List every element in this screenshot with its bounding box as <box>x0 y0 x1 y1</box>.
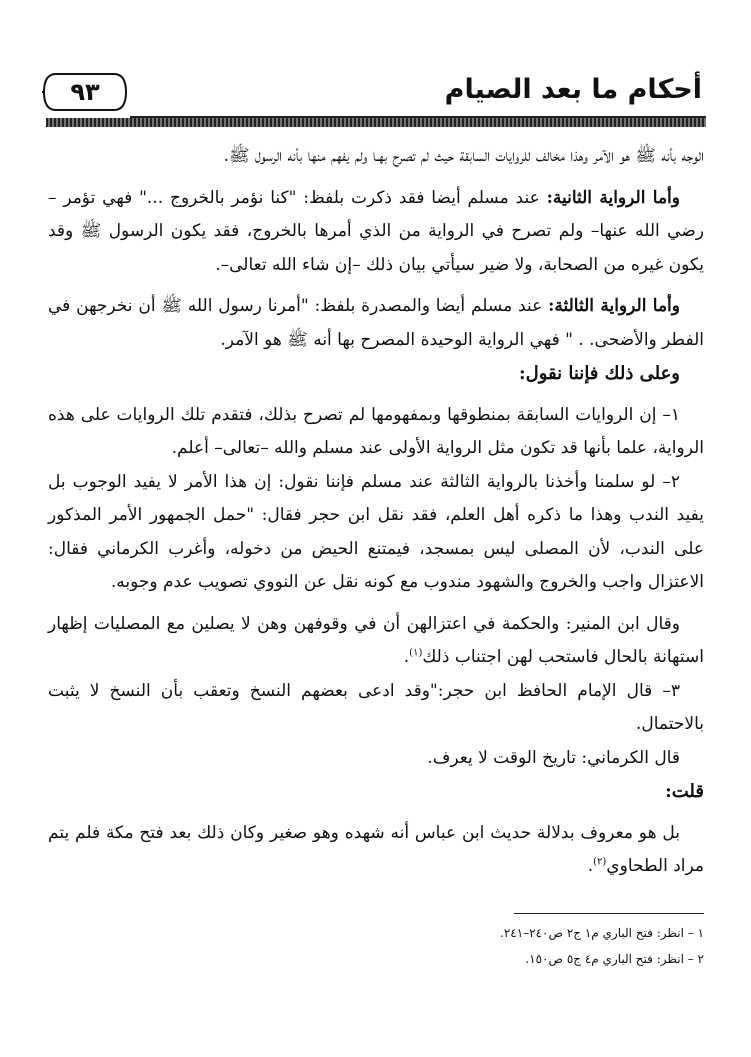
page-header <box>30 68 702 120</box>
paragraph-2-lead: وأما الرواية الثانية: <box>546 187 680 208</box>
page-number: ٩٣ <box>70 78 100 106</box>
header-rule <box>46 118 706 127</box>
footnote-separator <box>514 913 704 914</box>
list-item-3: ٣– قال الإمام الحافظ ابن حجر:"وقد ادعى بعضهم النسخ وتعقب بأن النسخ لا يثبت بالاحتمال. <box>48 680 704 734</box>
running-title: أحكام ما بعد الصيام <box>444 74 702 105</box>
list-item-2: ٢– لو سلمنا وأخذنا بالرواية الثالثة عند مسلم فإننا نقول: إن هذا الأمر لا يفيد الوجوب بل يفيد الندب وهذا ما ذكره أهل العلم، فقد نقل ابن حجر فقال: "حمل الجمهور الأمر المذكور على الندب، لأن المصلى ليس بمسجد، فيمتنع الحيض من دخوله، وأغرب الكرماني فقال: الاعتزال واجب والخروج والشهود مندوب مع كونه نقل عن النووي تصويب عدم وجوبه. <box>48 471 704 592</box>
paragraph-6-text: بل هو معروف بدلالة حديث ابن عباس أنه شهده وهو صغير وكان ذلك بعد فتح مكة فلم يتم مراد الطحاوي <box>48 822 704 876</box>
footnote-2: ٢ – انظر: فتح الباري م٤ ج٥ ص١٥٠. <box>525 952 704 966</box>
section-heading: وعلى ذلك فإننا نقول: <box>518 363 680 384</box>
paragraph-1: الوجه بأنه ﷺ هو الآمر وهذا مخالف للروايات السابقة حيث لم تصرح بهـا ولم يفهم منها بأنه الرسول ﷺ. <box>223 146 704 166</box>
footnote-ref-1: (١) <box>409 647 423 659</box>
paragraph-6 <box>48 817 704 884</box>
footnotes <box>48 920 704 972</box>
body-text <box>48 140 704 884</box>
paragraph-4-text: وقال ابن المنير: والحكمة في اعتزالهن أن في وقوفهن وهن لا يصلين مع المصليات إظهار استهانة بالحال فاستحب لهن اجتناب ذلك <box>48 613 704 667</box>
footnote-ref-2: (٢) <box>593 856 607 868</box>
paragraph-4-end: . <box>403 647 410 667</box>
paragraph-2-text: عند مسلم أيضا فقد ذكرت بلفظ: "كنا نؤمر بالخروج ..." فهي تؤمر – رضي الله عنها– ولم تصرح في الرواية من الذي أمرها بالخروج، فقد يكون الرسول ﷺ وقد يكون غيره من الصحابة، ولا ضير سيأتي بيان ذلك –إن شاء الله تعالى–. <box>48 187 704 275</box>
paragraph-5: قال الكرماني: تاريخ الوقت لا يعرف. <box>427 747 680 768</box>
paragraph-4 <box>48 608 704 675</box>
paragraph-2 <box>48 182 704 283</box>
qultu-heading: قلت: <box>665 781 704 802</box>
paragraph-3 <box>48 290 704 357</box>
list-item-1: ١– إن الروايات السابقة بمنطوقها وبمفهومها لم تصرح بذلك، فتقدم تلك الروايات على هذه الرواية، علما بأنها قد تكون مثل الرواية الأولى عند مسلم والله –تعالى– أعلم. <box>48 404 704 458</box>
footnote-1: ١ – انظر: فتح الباري م١ ج٢ ص٢٤٠–٢٤١. <box>499 926 704 940</box>
paragraph-3-lead: وأما الرواية الثالثة: <box>548 296 680 316</box>
paragraph-3-text: عند مسلم أيضا والمصدرة بلفظ: "أمرنا رسول الله ﷺ أن نخرجهن في الفطر والأضحى. . " فهي الرواية الوحيدة المصرح بها أنه ﷺ هو الآمر. <box>48 296 704 350</box>
page-number-frame <box>42 72 128 112</box>
paragraph-6-end: . <box>587 856 594 876</box>
